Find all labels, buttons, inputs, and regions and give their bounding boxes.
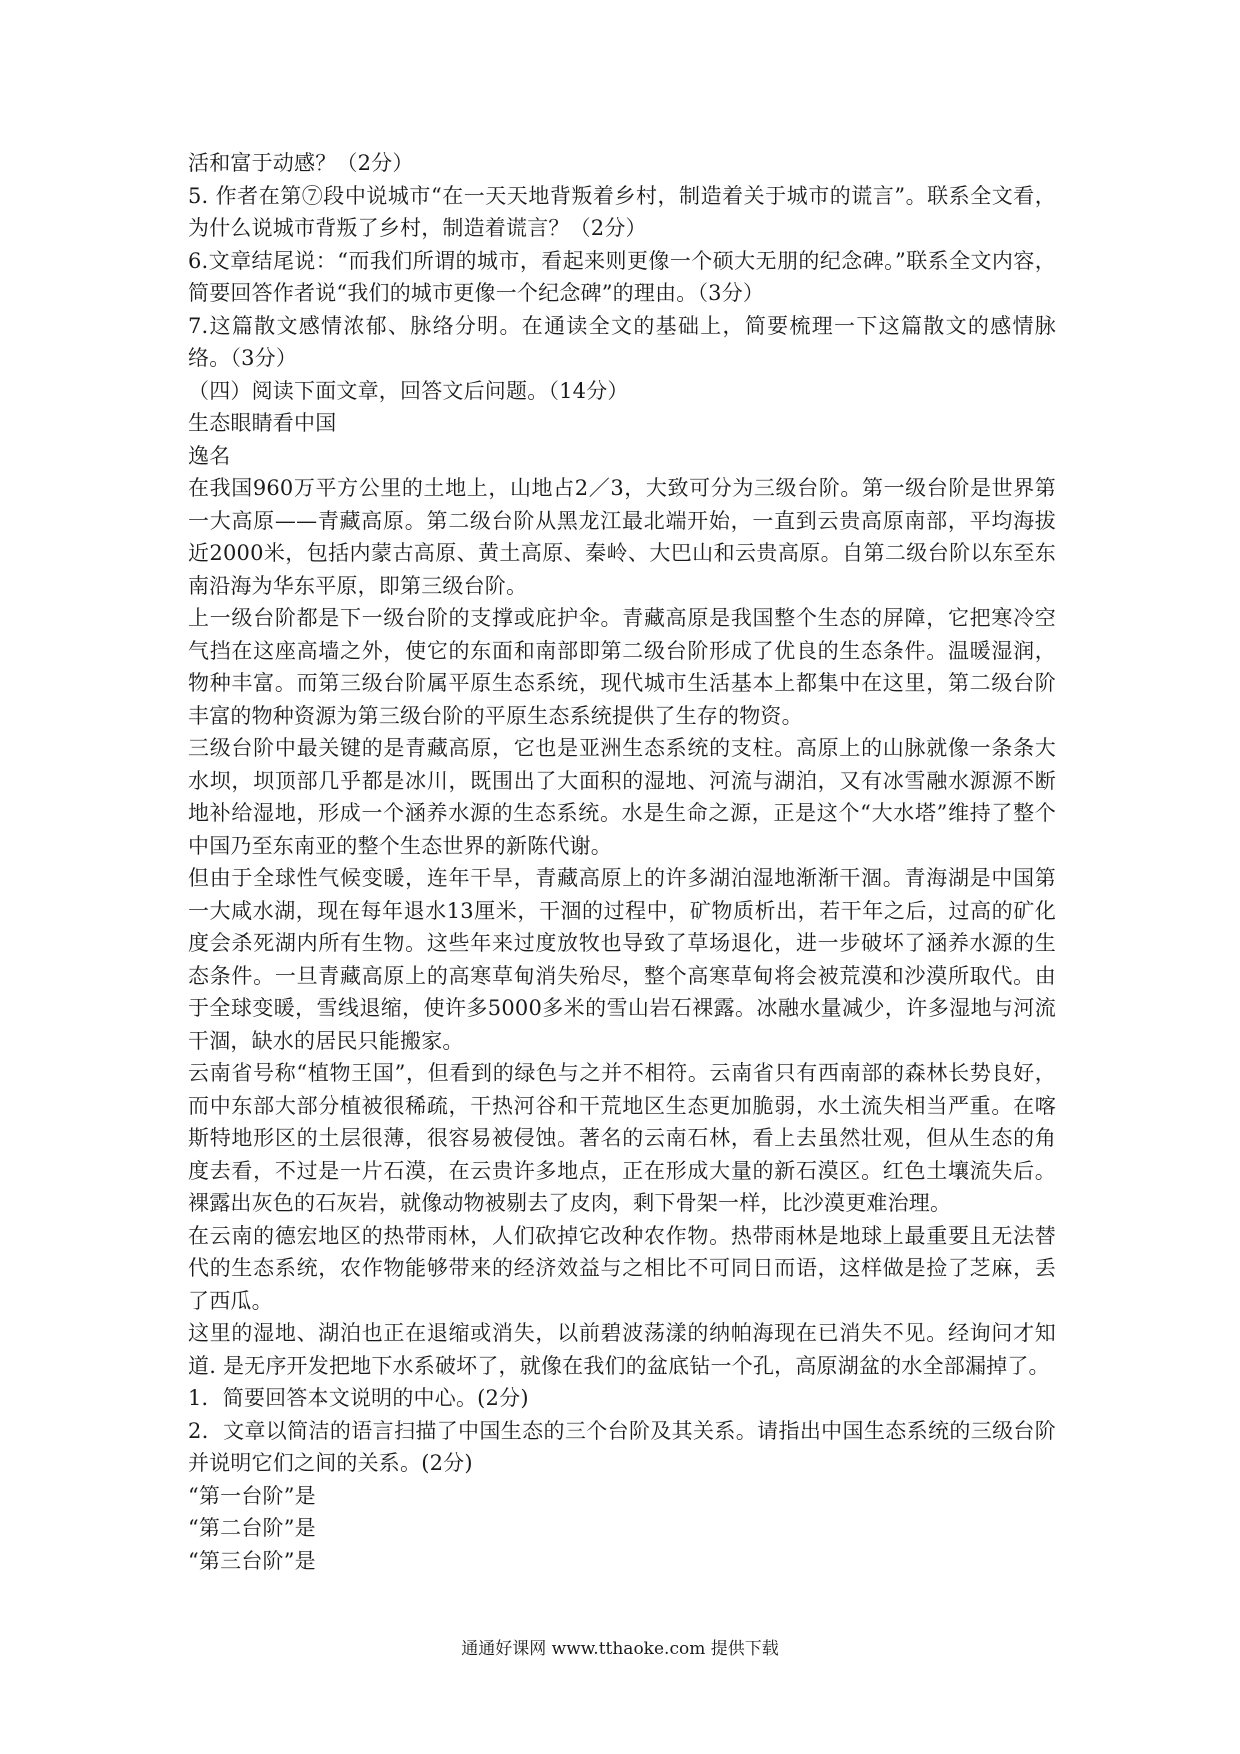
text-line: 活和富于动感？（2分） <box>188 151 414 175</box>
question-2: 2．文章以简洁的语言扫描了中国生态的三个台阶及其关系。请指出中国生态系统的三级台阶并说明它们之间的关系。(2分) <box>188 1418 1056 1475</box>
answer-line-1: “第一台阶”是 <box>188 1483 316 1508</box>
document-body <box>188 147 1056 1577</box>
article-author: 逸名 <box>188 443 231 468</box>
question-1: 1．简要回答本文说明的中心。(2分) <box>188 1386 529 1410</box>
answer-line-2: “第二台阶”是 <box>188 1516 316 1540</box>
page-footer: 通通好课网 www.tthaoke.com 提供下载 <box>461 1639 779 1659</box>
section-heading: （四）阅读下面文章，回答文后问题。（14分） <box>188 378 629 403</box>
paragraph: 上一级台阶都是下一级台阶的支撑或庇护伞。青藏高原是我国整个生态的屏障，它把寒冷空气挡在这座高墙之外，使它的东面和南部即第二级台阶形成了优良的生态条件。温暖湿润，物种丰富。而第三级台阶属平原生态系统，现代城市生活基本上都集中在这里，第二级台阶丰富的物种资源为第三级台阶的平原生态系统提供了生存的物资。 <box>188 606 1056 728</box>
paragraph: 云南省号称“植物王国”，但看到的绿色与之并不相符。云南省只有西南部的森林长势良好，而中东部大部分植被很稀疏，干热河谷和干荒地区生态更加脆弱，水土流失相当严重。在喀斯特地形区的土层很薄，很容易被侵蚀。著名的云南石林，看上去虽然壮观，但从生态的角度去看，不过是一片石漠，在云贵许多地点，正在形成大量的新石漠区。红色土壤流失后。裸露出灰色的石灰岩，就像动物被剔去了皮肉，剩下骨架一样，比沙漠更难治理。 <box>188 1061 1056 1215</box>
question-6: 6.文章结尾说：“而我们所谓的城市，看起来则更像一个硕大无朋的纪念碑。”联系全文内容，简要回答作者说“我们的城市更像一个纪念碑”的理由。（3分） <box>188 248 1056 305</box>
paragraph: 这里的湿地、湖泊也正在退缩或消失，以前碧波荡漾的纳帕海现在已消失不见。经询问才知道. 是无序开发把地下水系破坏了，就像在我们的盆底钻一个孔，高原湖盆的水全部漏掉了。 <box>188 1321 1056 1378</box>
paragraph: 在我国960万平方公里的土地上，山地占2／3，大致可分为三级台阶。第一级台阶是世界第一大高原——青藏高原。第二级台阶从黑龙江最北端开始，一直到云贵高原南部，平均海拔近2000米，包括内蒙古高原、黄土高原、秦岭、大巴山和云贵高原。自第二级台阶以东至东南沿海为华东平原，即第三级台阶。 <box>188 476 1056 598</box>
paragraph: 三级台阶中最关键的是青藏高原，它也是亚洲生态系统的支柱。高原上的山脉就像一条条大水坝，坝顶部几乎都是冰川，既围出了大面积的湿地、河流与湖泊，又有冰雪融水源源不断地补给湿地，形成一个涵养水源的生态系统。水是生命之源，正是这个“大水塔”维持了整个中国乃至东南亚的整个生态世界的新陈代谢。 <box>188 736 1056 858</box>
paragraph: 但由于全球性气候变暖，连年干旱，青藏高原上的许多湖泊湿地渐渐干涸。青海湖是中国第一大咸水湖，现在每年退水13厘米，干涸的过程中，矿物质析出，若干年之后，过高的矿化度会杀死湖内所有生物。这些年来过度放牧也导致了草场退化，进一步破坏了涵养水源的生态条件。一旦青藏高原上的高寒草甸消失殆尽，整个高寒草甸将会被荒漠和沙漠所取代。由于全球变暖，雪线退缩，使许多5000多米的雪山岩石裸露。冰融水量减少，许多湿地与河流干涸，缺水的居民只能搬家。 <box>188 866 1056 1053</box>
question-5: 5. 作者在第⑦段中说城市“在一天天地背叛着乡村，制造着关于城市的谎言”。联系全文看，为什么说城市背叛了乡村，制造着谎言？（2分） <box>188 183 1056 240</box>
article-title: 生态眼睛看中国 <box>188 411 337 435</box>
question-7: 7.这篇散文感情浓郁、脉络分明。在通读全文的基础上，简要梳理一下这篇散文的感情脉络。（3分） <box>188 313 1056 370</box>
paragraph: 在云南的德宏地区的热带雨林，人们砍掉它改种农作物。热带雨林是地球上最重要且无法替代的生态系统，农作物能够带来的经济效益与之相比不可同日而语，这样做是捡了芝麻，丢了西瓜。 <box>188 1223 1056 1313</box>
answer-line-3: “第三台阶”是 <box>188 1548 316 1573</box>
